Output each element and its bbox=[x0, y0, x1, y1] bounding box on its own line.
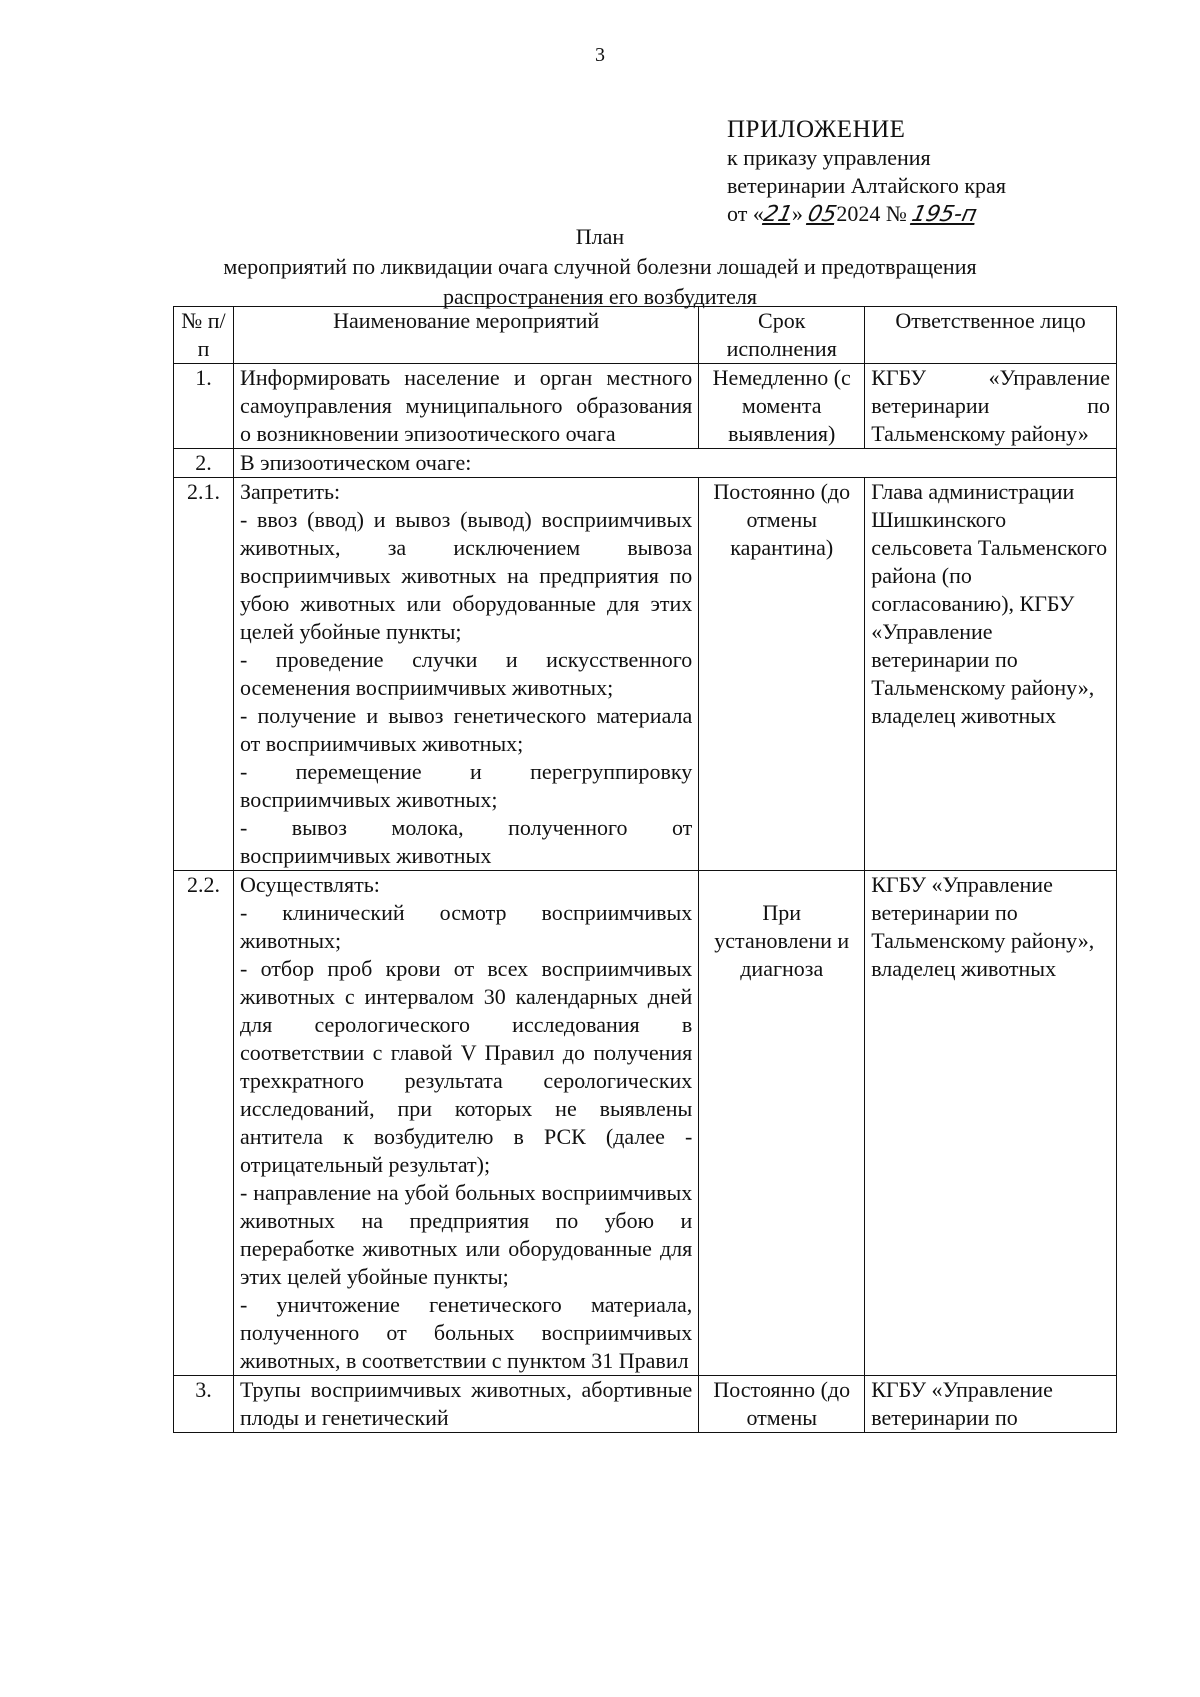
row-responsible: Глава администрации Шишкинского сельсовета Тальменского района (по согласованию), КГБУ «Управление ветеринарии по Тальменскому району», владелец животных bbox=[865, 478, 1117, 871]
measure-text: Запретить: bbox=[239, 479, 341, 504]
row-term: Немедленно (с момента выявления) bbox=[699, 364, 865, 449]
date-year: 2024 № bbox=[836, 201, 907, 226]
measure-item: - уничтожение генетического материала, полученного от больных восприимчивых животных, в соответствии с пунктом 31 Правил bbox=[239, 1292, 693, 1373]
header-measure: Наименование мероприятий bbox=[233, 307, 698, 364]
table-row bbox=[174, 449, 1117, 478]
plan-title-block bbox=[0, 222, 1200, 312]
row-measure bbox=[233, 1376, 698, 1433]
appendix-heading: ПРИЛОЖЕНИЕ bbox=[727, 116, 906, 143]
appendix-line-2: ветеринарии Алтайского края bbox=[727, 173, 1006, 198]
date-day: 21 bbox=[761, 202, 795, 227]
order-number: 195-п bbox=[909, 202, 980, 227]
row-measure bbox=[233, 871, 698, 1376]
plan-table bbox=[173, 306, 1117, 1433]
row-number: 2. bbox=[174, 449, 234, 478]
row-responsible: КГБУ «Управление ветеринарии по Тальменскому району» bbox=[865, 364, 1117, 449]
date-separator: » bbox=[791, 201, 803, 226]
plan-subtitle: мероприятий по ликвидации очага случной болезни лошадей и предотвращения распространения его возбудителя bbox=[223, 254, 977, 309]
row-number: 2.1. bbox=[174, 478, 234, 871]
measure-text: Осуществлять: bbox=[239, 872, 380, 897]
row-responsible: КГБУ «Управление ветеринарии по Тальменскому району», владелец животных bbox=[865, 871, 1117, 1376]
row-measure bbox=[233, 449, 1116, 478]
measure-text: В эпизоотическом очаге: bbox=[239, 450, 472, 475]
row-term bbox=[699, 871, 865, 1376]
measure-text: Информировать население и орган местного самоуправления муниципального образования о возникновении эпизоотического очага bbox=[239, 365, 693, 446]
row-number: 3. bbox=[174, 1376, 234, 1433]
measure-item: - вывоз молока, полученного от восприимчивых животных bbox=[239, 815, 693, 868]
row-number: 1. bbox=[174, 364, 234, 449]
row-responsible: КГБУ «Управление ветеринарии по bbox=[865, 1376, 1117, 1433]
measure-item: - ввоз (ввод) и вывоз (вывод) восприимчивых животных, за исключением вывоза восприимчивых животных на предприятия по убою животных или оборудованные для этих целей убойные пункты; bbox=[239, 507, 693, 644]
measure-item: - клинический осмотр восприимчивых животных; bbox=[239, 900, 693, 953]
date-prefix: от « bbox=[727, 201, 764, 226]
appendix-line-1: к приказу управления bbox=[727, 145, 931, 170]
table-row bbox=[174, 1376, 1117, 1433]
header-number: № п/п bbox=[174, 307, 234, 364]
row-measure bbox=[233, 364, 698, 449]
row-term: Постоянно (до отмены bbox=[699, 1376, 865, 1433]
appendix-block bbox=[727, 116, 1006, 229]
row-term-text: При установлени и диагноза bbox=[714, 900, 850, 981]
measure-item: - перемещение и перегруппировку восприимчивых животных; bbox=[239, 759, 693, 812]
measure-text: Трупы восприимчивых животных, абортивные плоды и генетический bbox=[239, 1377, 693, 1430]
date-month: 05 bbox=[805, 202, 840, 227]
measure-item: - проведение случки и искусственного осеменения восприимчивых животных; bbox=[239, 647, 693, 700]
table-row bbox=[174, 364, 1117, 449]
page-number: 3 bbox=[595, 44, 605, 66]
plan-title: План bbox=[575, 224, 625, 249]
row-measure bbox=[233, 478, 698, 871]
header-term: Срок исполнения bbox=[699, 307, 865, 364]
table-row bbox=[174, 871, 1117, 1376]
measure-item: - получение и вывоз генетического материала от восприимчивых животных; bbox=[239, 703, 693, 756]
measure-item: - отбор проб крови от всех восприимчивых животных с интервалом 30 календарных дней для серологического исследования в соответствии с главой V Правил до получения трехкратного результата серологических исследований, при которых не выявлены антитела к возбудителю в РСК (далее - отрицательный результат); bbox=[239, 956, 693, 1177]
measure-item: - направление на убой больных восприимчивых животных на предприятия по убою и переработке животных или оборудованные для этих целей убойные пункты; bbox=[239, 1180, 693, 1289]
table-row bbox=[174, 478, 1117, 871]
table-header-row bbox=[174, 307, 1117, 364]
row-term: Постоянно (до отмены карантина) bbox=[699, 478, 865, 871]
header-responsible: Ответственное лицо bbox=[865, 307, 1117, 364]
row-number: 2.2. bbox=[174, 871, 234, 1376]
